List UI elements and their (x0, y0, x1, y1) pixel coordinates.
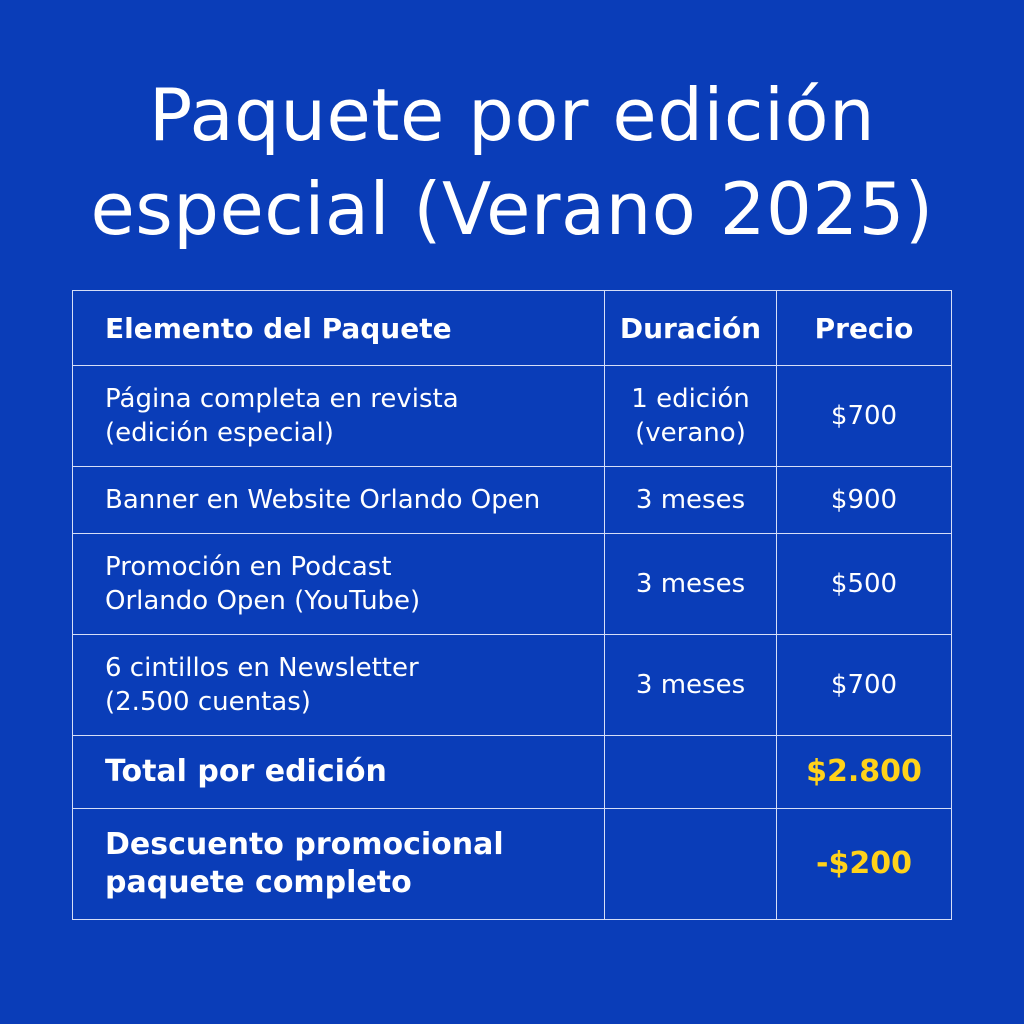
table-row (73, 366, 952, 467)
item-cell (73, 467, 605, 534)
duration-cell (605, 635, 777, 736)
duration-cell (605, 366, 777, 467)
total-value: $2.800 (777, 736, 952, 809)
title-line-2: especial (Verano 2025) (90, 167, 934, 251)
discount-label-line: Descuento promocional (105, 827, 504, 862)
item-text: Promoción en Podcast (105, 552, 392, 582)
duration-text: 3 meses (635, 569, 746, 599)
table-header-row (73, 291, 952, 366)
price-cell: $500 (777, 534, 952, 635)
header-price: Precio (777, 291, 952, 366)
table-row (73, 534, 952, 635)
discount-label-line: paquete completo (105, 865, 412, 900)
price-cell: $900 (777, 467, 952, 534)
item-text: Página completa en revista (105, 384, 459, 414)
duration-cell (605, 534, 777, 635)
title-line-1: Paquete por edición (148, 73, 876, 157)
package-table (72, 290, 952, 920)
empty-cell (605, 809, 777, 920)
duration-text: 3 meses (635, 670, 746, 700)
duration-text: (verano) (635, 418, 746, 448)
table-row (73, 635, 952, 736)
empty-cell (605, 736, 777, 809)
table-row (73, 467, 952, 534)
discount-row (73, 809, 952, 920)
total-row (73, 736, 952, 809)
price-cell: $700 (777, 366, 952, 467)
duration-text: 1 edición (631, 384, 750, 414)
item-text: 6 cintillos en Newsletter (105, 653, 419, 683)
header-item: Elemento del Paquete (73, 291, 605, 366)
header-duration: Duración (605, 291, 777, 366)
item-text: (2.500 cuentas) (105, 687, 311, 717)
item-cell (73, 534, 605, 635)
item-cell (73, 635, 605, 736)
discount-value: -$200 (777, 809, 952, 920)
item-cell (73, 366, 605, 467)
duration-cell (605, 467, 777, 534)
item-text: (edición especial) (105, 418, 334, 448)
total-label: Total por edición (73, 736, 605, 809)
item-text: Banner en Website Orlando Open (105, 485, 541, 515)
item-text: Orlando Open (YouTube) (105, 586, 421, 616)
price-cell: $700 (777, 635, 952, 736)
page-title (0, 68, 1024, 256)
duration-text: 3 meses (635, 485, 746, 515)
discount-label (73, 809, 605, 920)
